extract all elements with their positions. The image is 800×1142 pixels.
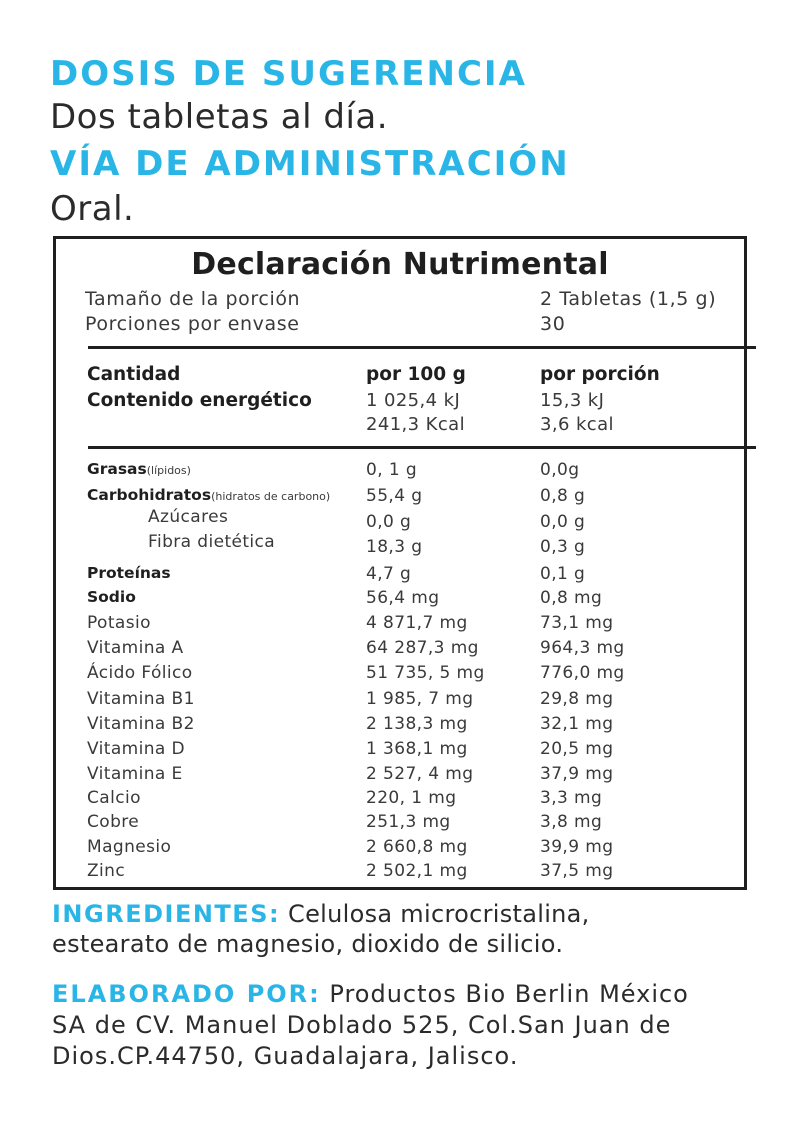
nutrient-value-serving: 29,8 mg <box>540 689 614 709</box>
nutrient-value-100: 1 985, 7 mg <box>366 689 474 709</box>
nutrient-value-100: 251,3 mg <box>366 812 451 832</box>
route-text: Oral. <box>50 189 135 229</box>
manufacturer-heading: ELABORADO POR: <box>52 980 321 1008</box>
col-perserving: por porción <box>540 364 660 385</box>
nutrient-value-serving: 776,0 mg <box>540 663 625 683</box>
nutrient-label: Sodio <box>87 588 136 606</box>
servings-value: 30 <box>540 313 566 335</box>
serving-size-label: Tamaño de la porción <box>85 288 301 310</box>
nutrient-value-100: 0, 1 g <box>366 460 418 480</box>
nutrient-value-100: 2 138,3 mg <box>366 714 468 734</box>
nutrient-value-serving: 0,0 g <box>540 512 586 532</box>
ingredients-line1: INGREDIENTES: Celulosa microcristalina, <box>52 900 590 928</box>
nutrient-value-serving: 3,8 mg <box>540 812 603 832</box>
nutrient-value-serving: 32,1 mg <box>540 714 614 734</box>
panel-title: Declaración Nutrimental <box>191 247 609 282</box>
nutrient-value-serving: 0,3 g <box>540 537 586 557</box>
nutrient-value-100: 56,4 mg <box>366 588 440 608</box>
nutrient-value-100: 2 660,8 mg <box>366 837 468 857</box>
nutrition-panel <box>53 236 747 890</box>
nutrient-value-serving: 964,3 mg <box>540 638 625 658</box>
divider <box>88 446 756 449</box>
nutrient-label: Carbohidratos(hidratos de carbono) <box>87 486 331 504</box>
nutrient-value-100: 2 502,1 mg <box>366 861 468 881</box>
ingredients-heading: INGREDIENTES: <box>52 900 281 928</box>
nutrient-label: Ácido Fólico <box>87 663 193 683</box>
manufacturer-line1: ELABORADO POR: Productos Bio Berlin México <box>52 980 689 1008</box>
nutrient-label: Potasio <box>87 613 151 633</box>
nutrient-value-100: 18,3 g <box>366 537 423 557</box>
col-amount: Cantidad <box>87 364 181 385</box>
nutrient-label: Calcio <box>87 788 141 808</box>
nutrient-label: Grasas(lípidos) <box>87 460 191 478</box>
nutrient-value-100: 4 871,7 mg <box>366 613 468 633</box>
nutrient-value-100: 64 287,3 mg <box>366 638 479 658</box>
nutrient-label: Vitamina E <box>87 764 183 784</box>
nutrient-value-serving: 37,9 mg <box>540 764 614 784</box>
nutrient-value-100: 55,4 g <box>366 486 423 506</box>
manufacturer-line3: Dios.CP.44750, Guadalajara, Jalisco. <box>52 1042 519 1070</box>
energy-kcal-100: 241,3 Kcal <box>366 414 465 435</box>
nutrient-value-serving: 0,1 g <box>540 564 586 584</box>
nutrient-label: Cobre <box>87 812 140 832</box>
col-per100: por 100 g <box>366 364 466 385</box>
nutrient-value-serving: 73,1 mg <box>540 613 614 633</box>
nutrient-value-100: 2 527, 4 mg <box>366 764 474 784</box>
dose-text: Dos tabletas al día. <box>50 97 389 137</box>
nutrient-value-serving: 0,0g <box>540 460 580 480</box>
nutrient-label: Zinc <box>87 861 126 881</box>
nutrient-value-serving: 39,9 mg <box>540 837 614 857</box>
nutrient-label: Vitamina B1 <box>87 689 195 709</box>
nutrient-label: Fibra dietética <box>148 532 276 552</box>
nutrient-label: Azúcares <box>148 507 229 527</box>
energy-label: Contenido energético <box>87 390 312 411</box>
nutrient-label: Proteínas <box>87 564 171 582</box>
nutrient-value-100: 1 368,1 mg <box>366 739 468 759</box>
nutrient-value-100: 220, 1 mg <box>366 788 457 808</box>
nutrient-label: Magnesio <box>87 837 172 857</box>
route-heading: VÍA DE ADMINISTRACIÓN <box>50 144 570 184</box>
nutrient-value-100: 51 735, 5 mg <box>366 663 485 683</box>
nutrient-label: Vitamina D <box>87 739 186 759</box>
nutrient-value-serving: 0,8 g <box>540 486 586 506</box>
nutrient-label: Vitamina B2 <box>87 714 195 734</box>
dose-heading: DOSIS DE SUGERENCIA <box>50 54 527 94</box>
ingredients-line2: estearato de magnesio, dioxido de silicio. <box>52 930 564 958</box>
nutrient-value-serving: 20,5 mg <box>540 739 614 759</box>
nutrient-value-serving: 3,3 mg <box>540 788 603 808</box>
serving-size-value: 2 Tabletas (1,5 g) <box>540 288 717 310</box>
energy-kcal-serving: 3,6 kcal <box>540 414 614 435</box>
nutrient-value-100: 0,0 g <box>366 512 412 532</box>
manufacturer-line2: SA de CV. Manuel Doblado 525, Col.San Juan de <box>52 1011 672 1039</box>
servings-label: Porciones por envase <box>85 313 300 335</box>
nutrient-value-100: 4,7 g <box>366 564 412 584</box>
nutrient-label: Vitamina A <box>87 638 184 658</box>
energy-kj-serving: 15,3 kJ <box>540 390 605 411</box>
divider <box>88 346 756 349</box>
energy-kj-100: 1 025,4 kJ <box>366 390 461 411</box>
nutrient-value-serving: 37,5 mg <box>540 861 614 881</box>
nutrient-value-serving: 0,8 mg <box>540 588 603 608</box>
